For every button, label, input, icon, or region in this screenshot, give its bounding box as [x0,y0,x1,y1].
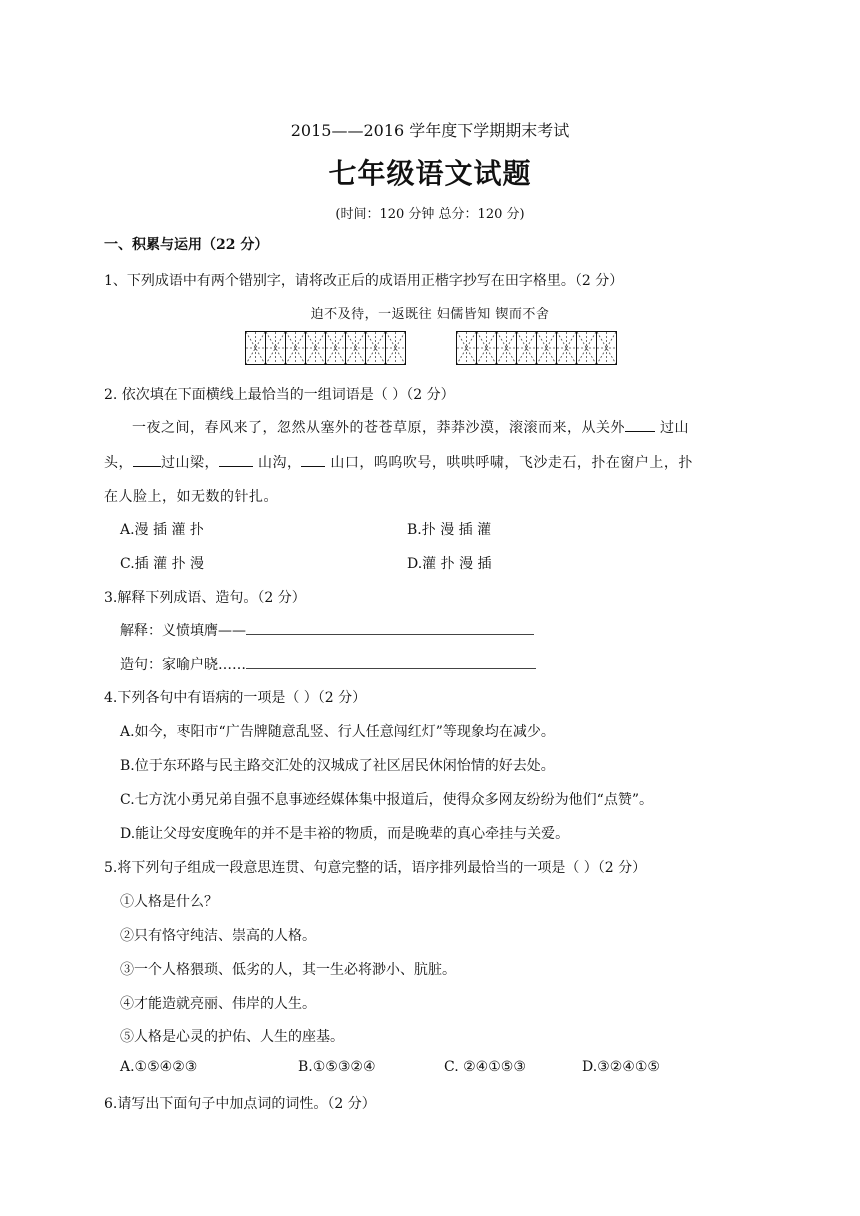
passage-text: 过山梁， [161,455,219,471]
grid-cell[interactable] [577,332,597,364]
explain-answer-line[interactable] [246,620,534,635]
passage-text: 山口，呜呜吹号，哄哄呼啸，飞沙走石，扑在窗户上，扑 [325,455,693,471]
option-d[interactable]: D.③②④①⑤ [582,1059,660,1075]
grid-cell[interactable] [246,332,266,364]
explain-label: 解释：义愤填膺—— [120,623,246,639]
grid-cell[interactable] [386,332,405,364]
grid-cell[interactable] [557,332,577,364]
fill-blank-3[interactable] [219,452,253,467]
subject-title: 七年级语文试题 [328,157,532,190]
passage-line-3: 在人脸上，如无数的针扎。 [104,489,278,505]
passage-text: 一夜之间，春风来了，忽然从塞外的苍苍草原，莽莽沙漠，滚滚而来，从关外 [132,420,625,436]
grid-cell[interactable] [517,332,537,364]
option-b[interactable]: B.位于东环路与民主路交汇处的汉城成了社区居民休闲怡情的好去处。 [120,758,555,774]
tian-grid-right[interactable] [456,331,617,365]
option-c[interactable]: C. ②④①⑤③ [444,1059,526,1075]
option-a[interactable]: A.①⑤④②③ [120,1059,198,1075]
fill-blank-4[interactable] [301,452,325,467]
idiom-list: 迫不及待，一返既往 妇儒皆知 锲而不舍 [310,307,550,322]
grid-cell[interactable] [537,332,557,364]
sentence-row [120,654,536,674]
option-d[interactable]: D.灌 扑 漫 插 [407,556,492,572]
tian-grid-left[interactable] [245,331,406,365]
option-b[interactable]: B.①⑤③②④ [298,1059,376,1075]
question-6: 6.请写出下面句子中加点词的词性。（2 分） [104,1096,376,1112]
option-d[interactable]: D.能让父母安度晚年的并不是丰裕的物质，而是晚辈的真心牵挂与关爱。 [120,826,570,842]
explain-row [120,620,534,640]
time-info: (时间：120 分钟 总分：120 分) [335,207,525,222]
question-2: 2. 依次填在下面横线上最恰当的一组词语是（ ）（2 分） [104,387,455,403]
option-b[interactable]: B.扑 漫 插 灌 [407,522,492,538]
question-1: 1、下列成语中有两个错别字，请将改正后的成语用正楷字抄写在田字格里。（2 分） [104,273,624,289]
fill-blank-1[interactable] [625,417,655,432]
passage-line-1 [132,417,689,437]
grid-cell[interactable] [326,332,346,364]
sentence-2: ②只有恪守纯洁、崇高的人格。 [120,928,316,944]
grid-cell[interactable] [497,332,517,364]
fill-blank-2[interactable] [133,452,161,467]
sentence-label: 造句：家喻户晓…… [120,657,246,673]
question-5: 5.将下列句子组成一段意思连贯、句意完整的话，语序排列最恰当的一项是（ ）（2 分） [104,860,647,876]
grid-cell[interactable] [477,332,497,364]
sentence-4: ④才能造就亮丽、伟岸的人生。 [120,996,316,1012]
section-title: 一、积累与运用（22 分） [104,237,269,253]
option-c[interactable]: C.七方沈小勇兄弟自强不息事迹经媒体集中报道后，使得众多网友纷纷为他们“点赞”。 [120,792,653,808]
grid-cell[interactable] [266,332,286,364]
question-4: 4.下列各句中有语病的一项是（ ）（2 分） [104,690,367,706]
passage-text: 过山 [655,420,689,436]
grid-cell[interactable] [597,332,616,364]
passage-text: 头， [104,455,133,471]
sentence-3: ③一个人格猥琐、低劣的人，其一生必将渺小、肮脏。 [120,962,456,978]
sentence-5: ⑤人格是心灵的护佑、人生的座基。 [120,1029,344,1045]
passage-line-2 [104,452,693,472]
option-c[interactable]: C.插 灌 扑 漫 [120,556,205,572]
passage-text: 山沟， [253,455,302,471]
option-a[interactable]: A.如今，枣阳市“广告牌随意乱竖、行人任意闯红灯”等现象均在减少。 [120,724,555,740]
sentence-answer-line[interactable] [246,654,536,669]
grid-cell[interactable] [366,332,386,364]
grid-cell[interactable] [457,332,477,364]
grid-cell[interactable] [346,332,366,364]
sentence-1: ①人格是什么？ [120,894,218,910]
option-a[interactable]: A.漫 插 灌 扑 [120,522,204,538]
question-3: 3.解释下列成语、造句。（2 分） [104,590,306,606]
grid-cell[interactable] [286,332,306,364]
exam-title: 2015——2016 学年度下学期期末考试 [290,121,570,140]
grid-cell[interactable] [306,332,326,364]
